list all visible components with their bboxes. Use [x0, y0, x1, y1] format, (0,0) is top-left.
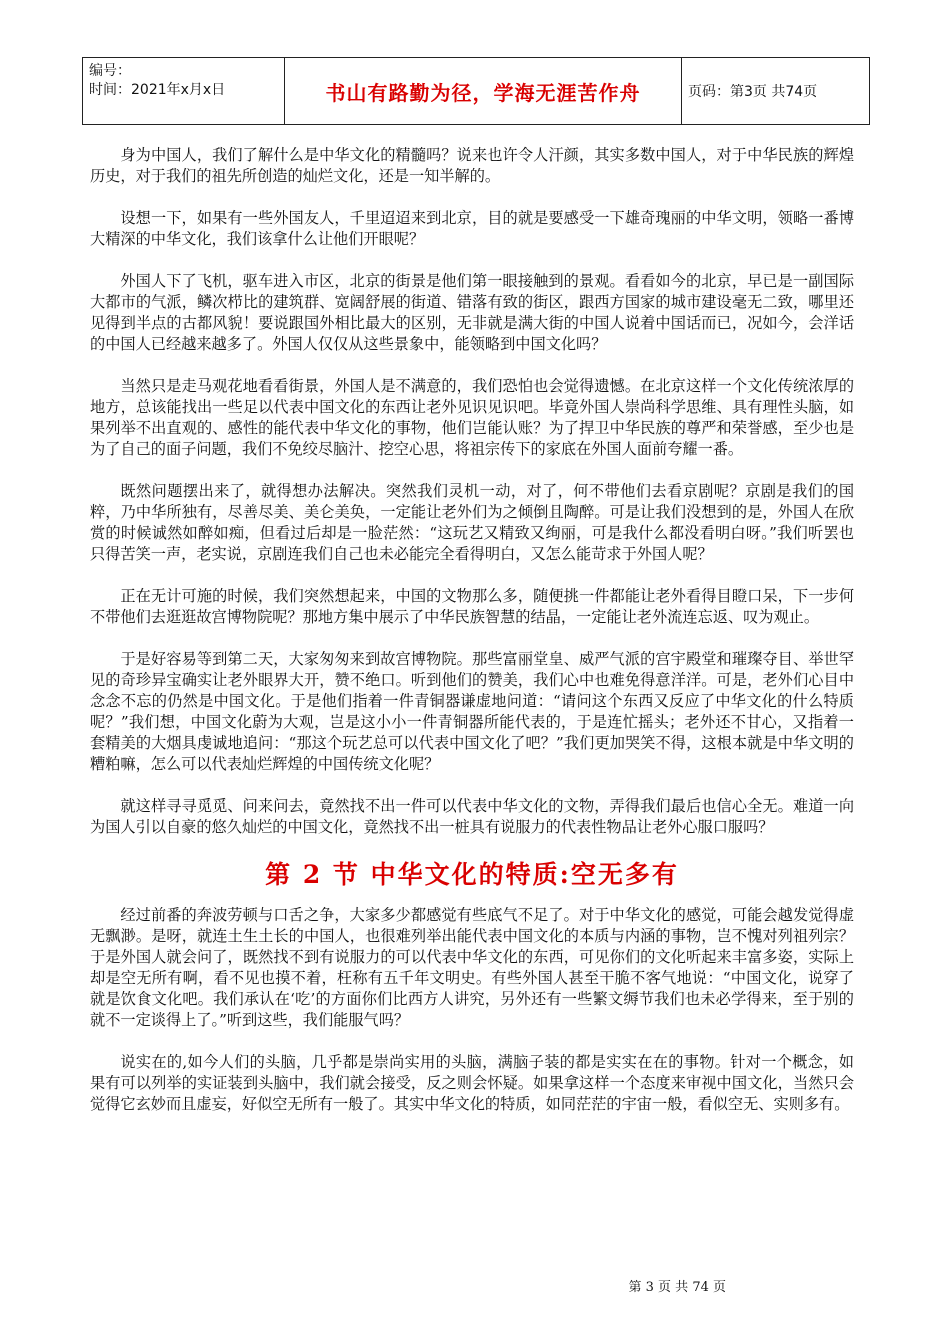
- document-body: [90, 145, 854, 1136]
- header-meta: [83, 58, 285, 124]
- page-footer: 第 3 页 共 74 页: [628, 1280, 726, 1295]
- section-title: 第 2 节 中华文化的特质:空无多有: [265, 860, 679, 889]
- page-header: [82, 57, 870, 125]
- paragraph: 说实在的,如今人们的头脑，几乎都是崇尚实用的头脑，满脑子装的都是实实在在的事物。针对一个概念，如果有可以列举的实证装到头脑中，我们就会接受，反之则会怀疑。如果拿这样一个态度来审视中国文化，当然只会觉得它玄妙而且虚妄，好似空无所有一般了。其实中华文化的特质，如同茫茫的宇宙一般，看似空无、实则多有。: [90, 1053, 854, 1113]
- paragraph: 设想一下，如果有一些外国友人，千里迢迢来到北京，目的就是要感受一下雄奇瑰丽的中华文明，领略一番博大精深的中华文化，我们该拿什么让他们开眼呢？: [90, 209, 854, 248]
- number-label: 编号：: [89, 63, 131, 79]
- header-motto: 书山有路勤为径，学海无涯苦作舟: [285, 58, 682, 124]
- time-label: 时间：2021年x月x日: [89, 82, 226, 98]
- paragraph: 正在无计可施的时候，我们突然想起来，中国的文物那么多，随便挑一件都能让老外看得目瞪口呆，下一步何不带他们去逛逛故宫博物院呢？那地方集中展示了中华民族智慧的结晶，一定能让老外流连忘返、叹为观止。: [90, 587, 854, 626]
- paragraph: 既然问题摆出来了，就得想办法解决。突然我们灵机一动，对了，何不带他们去看京剧呢？京剧是我们的国粹，乃中华所独有，尽善尽美、美仑美奂，一定能让老外们为之倾倒且陶醉。可是让我们没想到的是，外国人在欣赏的时候诚然如醉如痴，但看过后却是一脸茫然：“这玩艺又精致又绚丽，可是我什么都没看明白呀。”我们听罢也只得苦笑一声，老实说，京剧连我们自己也未必能完全看得明白，又怎么能苛求于外国人呢？: [90, 482, 854, 563]
- paragraph: 于是好容易等到第二天，大家匆匆来到故宫博物院。那些富丽堂皇、威严气派的宫宇殿堂和璀璨夺目、举世罕见的奇珍异宝确实让老外眼界大开，赞不绝口。听到他们的赞美，我们心中也难免得意洋洋。可是，老外们心目中念念不忘的仍然是中国文化。于是他们指着一件青铜器谦虚地问道：“请问这个东西又反应了中华文化的什么特质呢？”我们想，中国文化蔚为大观，岂是这小小一件青铜器所能代表的，于是连忙摇头；老外还不甘心，又指着一套精美的大烟具虔诚地追问：“那这个玩艺总可以代表中国文化了吧？”我们更加哭笑不得，这根本就是中华文明的糟粕嘛，怎么可以代表灿烂辉煌的中国传统文化呢？: [90, 650, 854, 773]
- paragraph: 就这样寻寻觅觅、问来问去，竟然找不出一件可以代表中华文化的文物，弄得我们最后也信心全无。难道一向为国人引以自豪的悠久灿烂的中国文化，竟然找不出一桩具有说服力的代表性物品让老外心服口服吗？: [90, 797, 854, 836]
- paragraph: 身为中国人，我们了解什么是中华文化的精髓吗？说来也许令人汗颜，其实多数中国人，对于中华民族的辉煌历史，对于我们的祖先所创造的灿烂文化，还是一知半解的。: [90, 146, 854, 185]
- paragraph: 外国人下了飞机，驱车进入市区，北京的街景是他们第一眼接触到的景观。看看如今的北京，早已是一副国际大都市的气派，鳞次栉比的建筑群、宽阔舒展的街道、错落有致的街区，跟西方国家的城市建设毫无二致，哪里还见得到半点的古都风貌！要说跟国外相比最大的区别，无非就是满大街的中国人说着中国话而已，况如今，会洋话的中国人已经越来越多了。外国人仅仅从这些景象中，能领略到中国文化吗？: [90, 272, 854, 353]
- paragraph: 当然只是走马观花地看看街景，外国人是不满意的，我们恐怕也会觉得遗憾。在北京这样一个文化传统浓厚的地方，总该能找出一些足以代表中国文化的东西让老外见识见识吧。毕竟外国人崇尚科学思维、具有理性头脑，如果列举不出直观的、感性的能代表中华文化的事物，他们岂能认账？为了捍卫中华民族的尊严和荣誉感，至少也是为了自己的面子问题，我们不免绞尽脑汁、挖空心思，将祖宗传下的家底在外国人面前夸耀一番。: [90, 377, 854, 458]
- header-page-info: 页码：第3页 共74页: [688, 84, 818, 100]
- paragraph: 经过前番的奔波劳顿与口舌之争，大家多少都感觉有些底气不足了。对于中华文化的感觉，可能会越发觉得虚无飘渺。是呀，就连土生土长的中国人，也很难列举出能代表中国文化的本质与内涵的事物，岂不愧对列祖列宗？于是外国人就会问了，既然找不到有说服力的可以代表中华文化的东西，可见你们的文化听起来丰富多姿，实际上却是空无所有啊，看不见也摸不着，枉称有五千年文明史。有些外国人甚至干脆不客气地说：“中国文化，说穿了就是饮食文化吧。我们承认在‘吃’的方面你们比西方人讲究，另外还有一些繁文缛节我们也未必学得来，至于别的就不一定谈得上了。”听到这些，我们能服气吗？: [90, 906, 854, 1029]
